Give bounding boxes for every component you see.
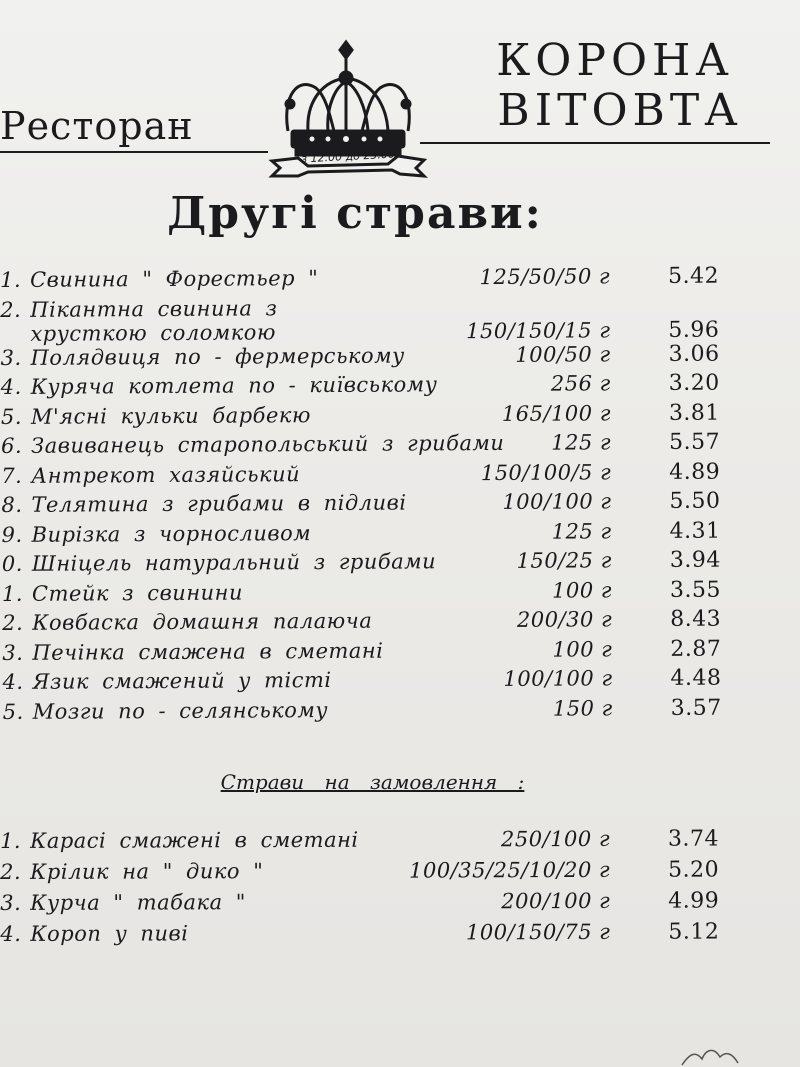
item-price: 3.81 (668, 400, 720, 426)
header-rule-right (420, 142, 770, 144)
item-number: 5. (0, 404, 23, 429)
menu-item (3, 695, 800, 729)
item-price: 5.20 (668, 857, 720, 883)
item-number: 3. (2, 640, 24, 665)
item-name: Крілик на " дико " (30, 859, 264, 884)
opening-hours: з 12.00 до 23.00 (300, 147, 396, 166)
menu-item (1, 459, 800, 493)
item-number: 1. (0, 828, 22, 853)
item-weight: 100 г (552, 577, 613, 603)
menu-item (1, 400, 800, 434)
item-name: Завиванець старопольський з грибами (31, 430, 505, 458)
item-name: Вирізка з чорносливом (31, 520, 312, 547)
menu-item (0, 919, 800, 953)
item-number: 4. (0, 374, 22, 399)
item-name: Язик смажений у тісті (32, 667, 332, 694)
item-price: 5.96 (668, 317, 720, 343)
menu-item (2, 577, 800, 611)
item-name: Карасі смажені в сметані (29, 827, 359, 853)
item-name-continued: хрусткою соломкою (30, 319, 276, 346)
item-weight: 125 г (551, 430, 612, 455)
item-name: Куряча котлета по - київському (30, 372, 438, 399)
item-name: Свинина " Форестьер " (29, 266, 319, 292)
item-number: 4. (0, 921, 22, 946)
menu-item (0, 263, 800, 297)
item-weight: 150/25 г (516, 548, 612, 573)
restaurant-name-line1: КОРОНА (496, 35, 734, 86)
item-weight: 100/100 г (502, 489, 612, 514)
item-name: Ковбаска домашня палаюча (32, 608, 373, 635)
menu-item (0, 857, 800, 891)
item-weight: 150 г (552, 695, 613, 721)
item-price: 5.42 (667, 263, 720, 289)
item-number: 1. (0, 267, 22, 292)
item-weight: 250/100 г (500, 826, 611, 852)
item-number: 7. (1, 463, 23, 488)
menu-item (2, 636, 800, 670)
item-name: Шніцель натуральний з грибами (31, 549, 437, 576)
item-weight: 150/150/15 г (465, 317, 611, 343)
item-price: 3.20 (668, 370, 720, 396)
item-name: Антрекот хазяйський (31, 461, 301, 488)
item-name: Полядвиця по - фермерському (30, 343, 405, 370)
menu-item (0, 293, 800, 346)
item-name: М'ясні кульки барбекю (30, 402, 311, 429)
menu-item (0, 888, 800, 922)
item-number: 4. (2, 669, 24, 694)
main-dishes-list (0, 263, 800, 729)
item-weight: 125/50/50 г (479, 264, 611, 290)
header-rule-left (0, 151, 268, 153)
restaurant-label: Ресторан (0, 104, 194, 148)
item-price: 8.43 (670, 606, 722, 632)
item-weight: 150/100/5 г (480, 459, 612, 485)
item-number: 3. (0, 890, 22, 915)
item-name: Пікантна свинина з (30, 295, 278, 322)
menu-item (0, 341, 800, 375)
menu-item (2, 606, 800, 640)
item-weight: 125 г (551, 518, 612, 544)
item-name: Курча " табака " (30, 890, 246, 915)
item-weight: 100/100 г (503, 666, 613, 691)
item-number: 0. (1, 551, 23, 576)
item-price: 3.57 (670, 695, 722, 721)
order-dishes-heading: Страви на замовлення : (220, 770, 525, 794)
item-name: Короп у пиві (30, 921, 189, 946)
item-price: 4.89 (669, 459, 721, 485)
item-weight: 256 г (550, 371, 611, 396)
restaurant-name (470, 36, 760, 136)
item-name: Телятина з грибами в підливі (31, 490, 407, 517)
item-number: 2. (0, 859, 22, 884)
item-price: 5.57 (669, 429, 721, 455)
item-number: 3. (0, 345, 22, 370)
item-price: 5.12 (668, 919, 720, 945)
menu-item (0, 826, 800, 860)
item-weight: 165/100 г (501, 400, 611, 426)
item-price: 4.48 (670, 665, 722, 691)
item-weight: 100 г (552, 636, 613, 662)
item-price: 3.94 (669, 547, 721, 573)
item-number: 6. (1, 433, 23, 458)
item-number: 2. (2, 610, 24, 635)
item-number: 5. (2, 699, 24, 724)
menu-item (2, 518, 800, 552)
item-number: 8. (1, 492, 23, 517)
item-price: 3.06 (668, 341, 720, 367)
pen-mark (680, 1045, 740, 1067)
order-dishes-list (0, 826, 800, 953)
item-name: Стейк з свинини (31, 580, 244, 606)
menu-item (2, 665, 800, 699)
item-weight: 100/35/25/10/20 г (409, 857, 611, 883)
item-weight: 200/30 г (516, 607, 613, 632)
page-title: Другі страви: (167, 188, 543, 239)
item-number: 1. (1, 581, 24, 606)
item-price: 2.87 (670, 636, 722, 662)
menu-item (1, 370, 800, 404)
item-price: 3.55 (669, 577, 722, 603)
item-weight: 100/50 г (515, 341, 611, 367)
item-weight: 100/150/75 г (465, 919, 611, 945)
item-name: Печінка смажена в сметані (32, 638, 384, 665)
item-number: 9. (1, 522, 23, 547)
restaurant-name-line2: ВІТОВТА (497, 85, 743, 136)
menu-item (2, 547, 800, 581)
item-price: 3.74 (667, 826, 720, 852)
menu-item (1, 429, 800, 463)
menu-item (1, 488, 800, 522)
item-weight: 200/100 г (501, 888, 611, 914)
item-number: 2. (0, 297, 22, 322)
item-price: 4.99 (668, 888, 720, 914)
item-price: 5.50 (669, 488, 721, 514)
item-name: Мозги по - селянському (32, 697, 329, 724)
item-price: 4.31 (669, 518, 721, 544)
